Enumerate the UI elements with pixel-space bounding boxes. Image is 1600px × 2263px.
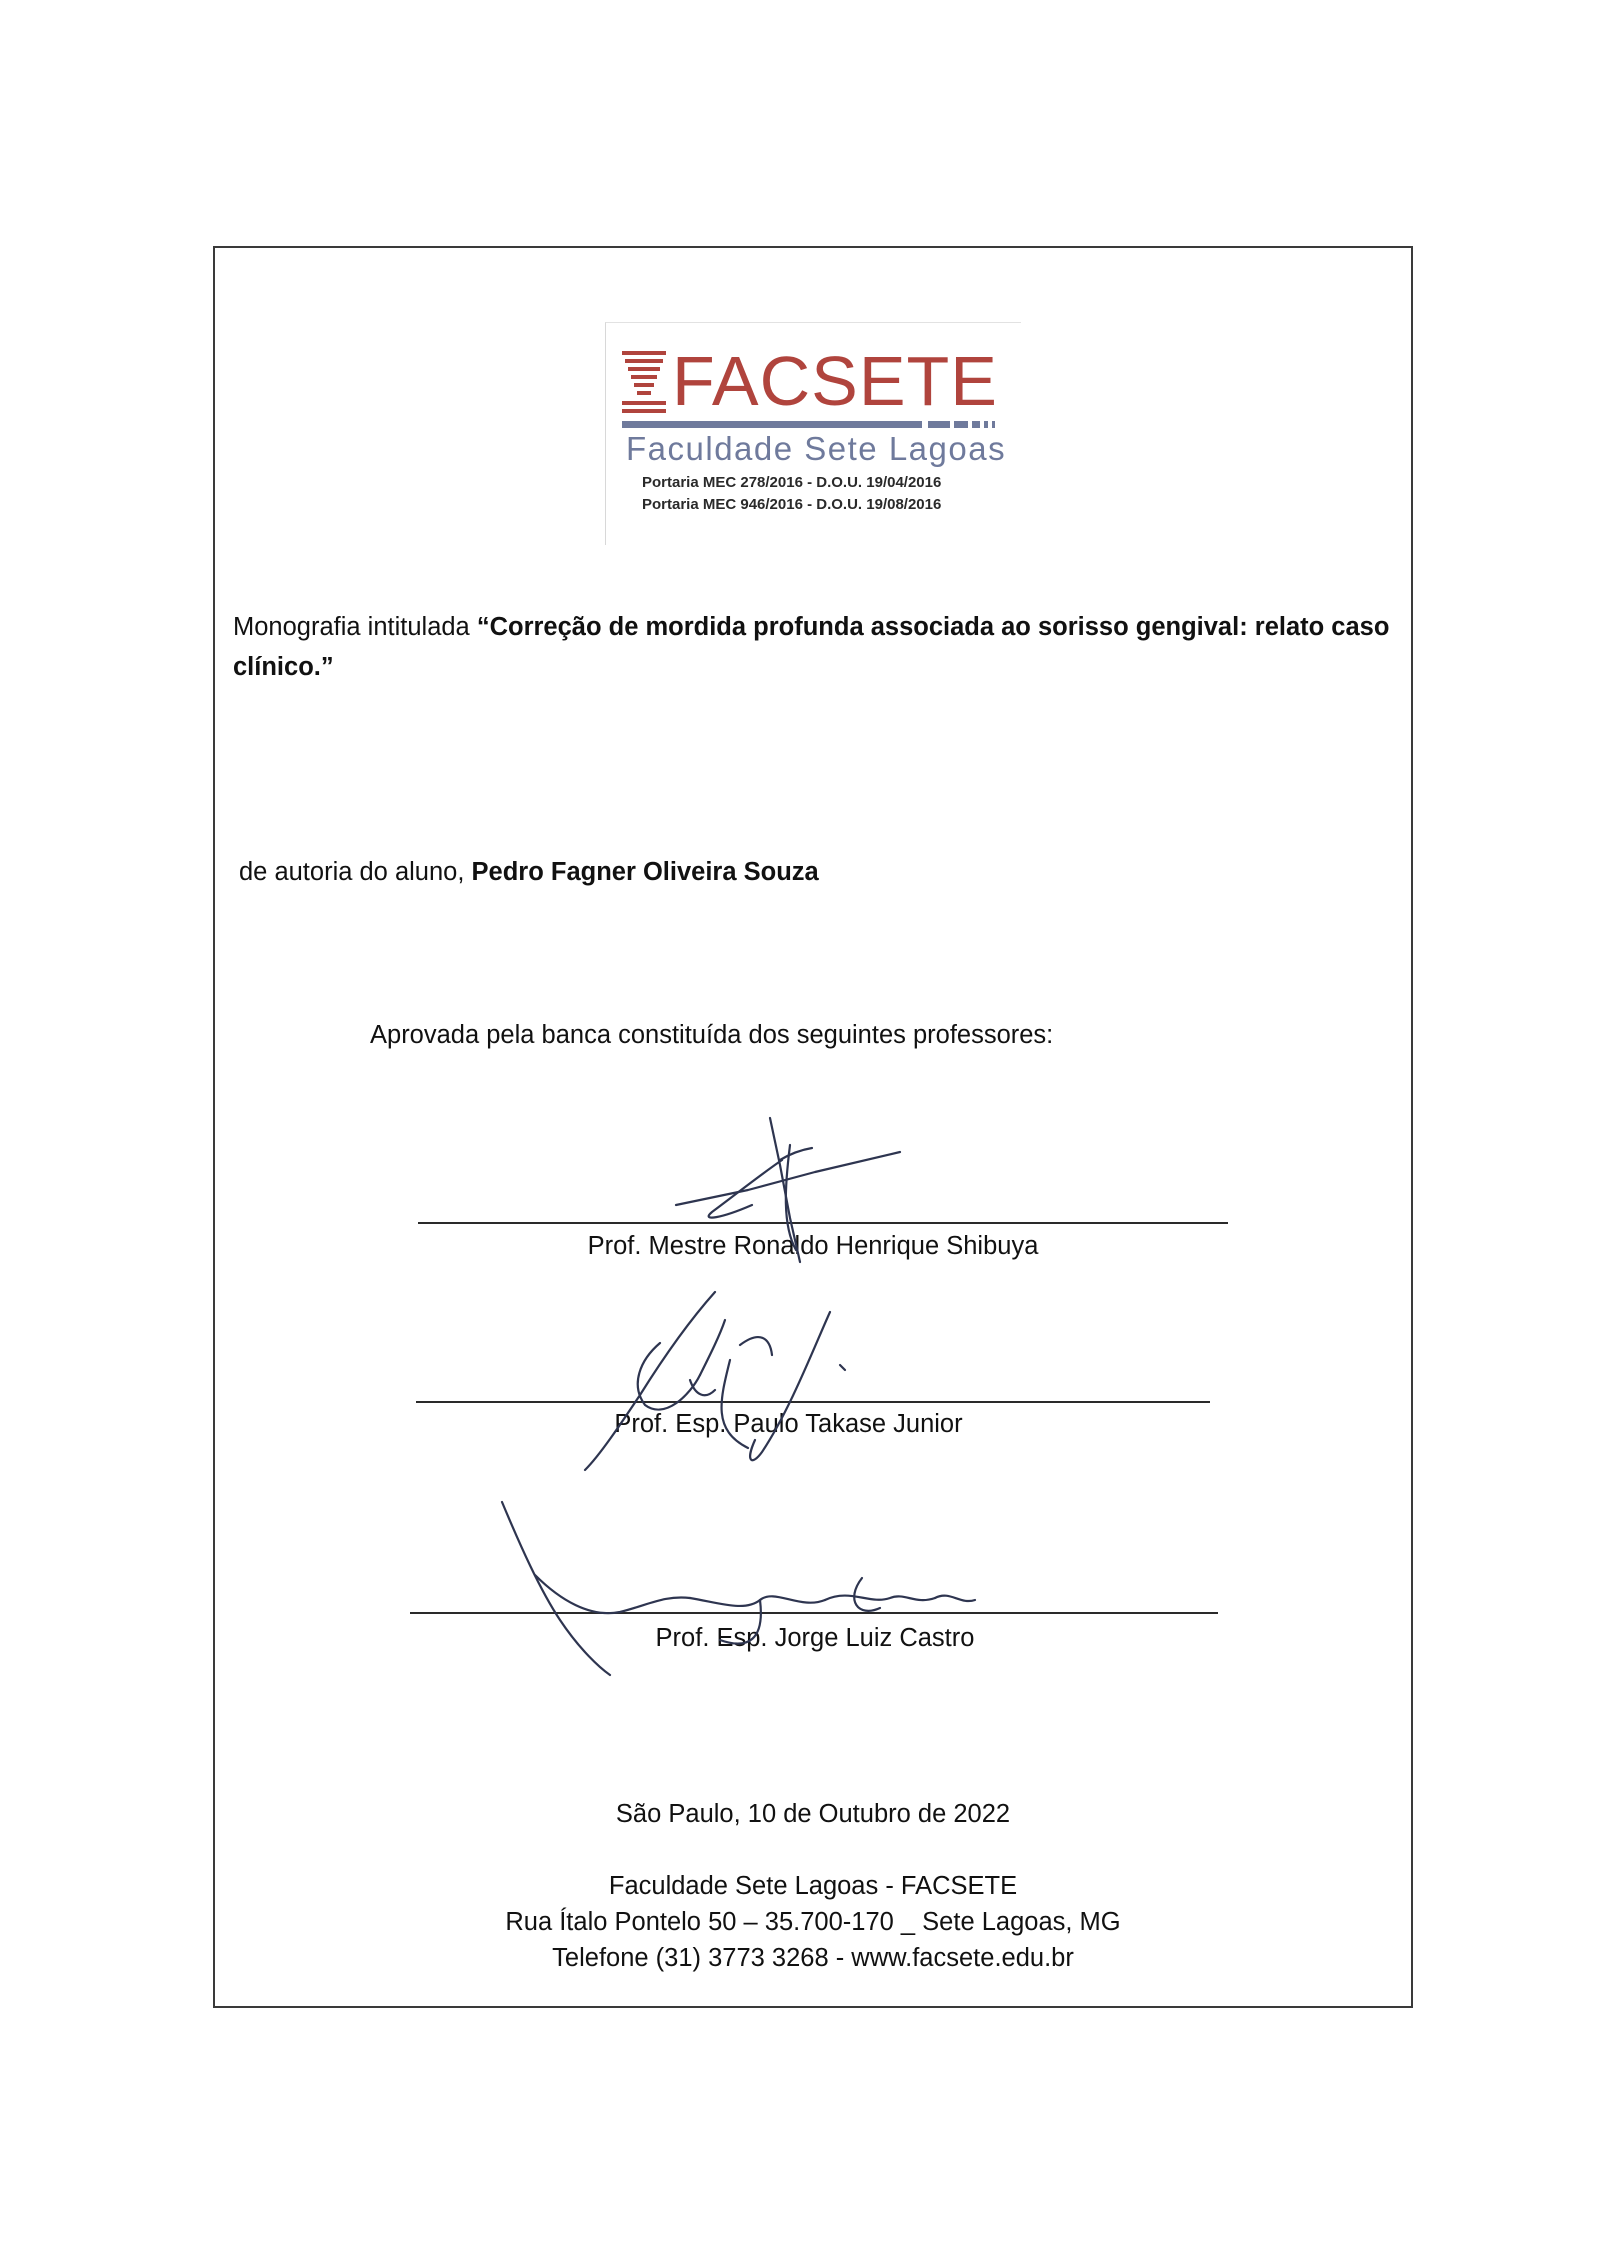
examiner-name-1: Prof. Mestre Ronaldo Henrique Shibuya [587,1232,1039,1260]
footer-contact: Telefone (31) 3773 3268 - www.facsete.edu.br [552,1944,1074,1972]
logo-portaria-2: Portaria MEC 946/2016 - D.O.U. 19/08/2016 [642,496,942,513]
monograph-title: “Correção de mordida profunda associada ao sorisso gengival: relato caso clínico.” [233,613,1390,681]
logo-portaria-1: Portaria MEC 278/2016 - D.O.U. 19/04/2016 [642,474,942,491]
signature-line-3 [410,1612,1218,1614]
examiner-name-3: Prof. Esp. Jorge Luiz Castro [655,1624,975,1652]
approval-text: Aprovada pela banca constituída dos seguintes professores: [370,1021,1054,1049]
monograph-intro: Monografia intitulada [233,613,477,641]
signature-line-2 [416,1401,1210,1403]
facsete-logo [605,322,1021,545]
footer-address: Rua Ítalo Pontelo 50 – 35.700-170 _ Sete Lagoas, MG [505,1908,1121,1936]
date-line: São Paulo, 10 de Outubro de 2022 [615,1800,1011,1828]
footer-institution: Faculdade Sete Lagoas - FACSETE [608,1872,1018,1900]
logo-name: FACSETE [672,342,998,420]
author-prefix: de autoria do aluno, [239,858,472,886]
signature-line-1 [418,1222,1228,1224]
examiner-name-2: Prof. Esp. Paulo Takase Junior [614,1410,963,1438]
author-name: Pedro Fagner Oliveira Souza [471,858,819,886]
monograph-title-paragraph [233,607,1403,687]
logo-subtitle: Faculdade Sete Lagoas [626,430,1007,467]
author-line [239,852,819,892]
